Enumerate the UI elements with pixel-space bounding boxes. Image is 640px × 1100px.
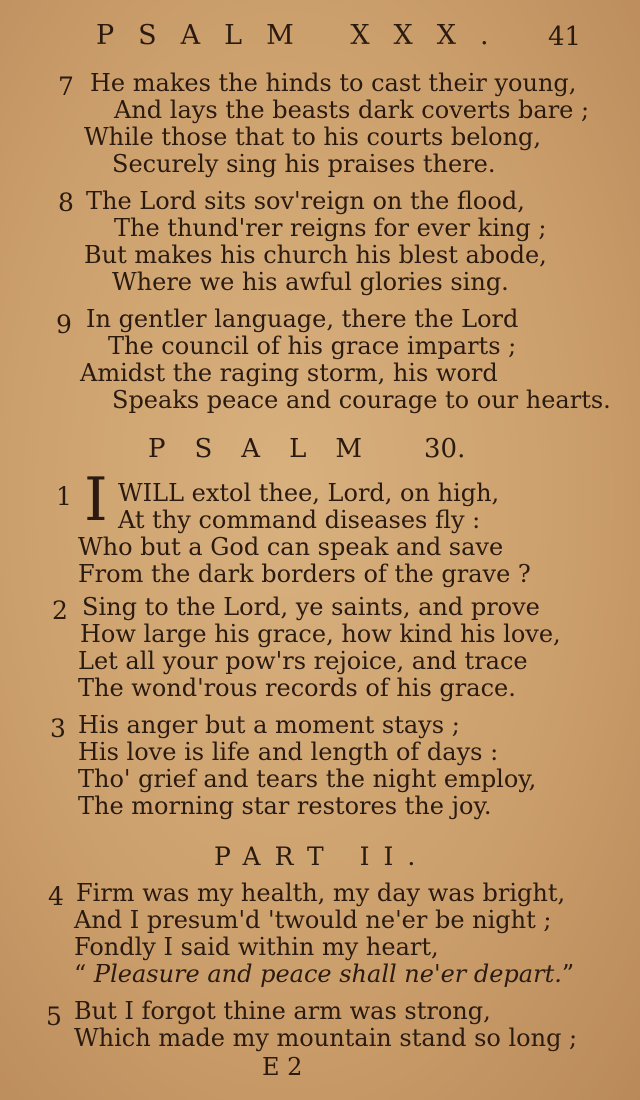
verse-line: The morning star restores the joy. bbox=[78, 792, 492, 820]
psalm-heading-number: 30. bbox=[424, 434, 466, 464]
verse-line: But makes his church his blest abode, bbox=[84, 241, 547, 269]
verse-line: And lays the beasts dark coverts bare ; bbox=[114, 96, 590, 124]
page-number: 41 bbox=[548, 22, 582, 52]
verse-line: Tho' grief and tears the night employ, bbox=[78, 765, 537, 793]
stanza-number: 2 bbox=[52, 596, 68, 625]
verse-line: From the dark borders of the grave ? bbox=[78, 560, 531, 588]
close-quote: ” bbox=[561, 960, 575, 988]
verse-line: Which made my mountain stand so long ; bbox=[74, 1024, 578, 1052]
verse-line: Fondly I said within my heart, bbox=[74, 933, 439, 961]
verse-line: Who but a God can speak and save bbox=[78, 533, 504, 561]
stanza-number: 3 bbox=[50, 714, 66, 743]
verse-line: His love is life and length of days : bbox=[78, 738, 499, 766]
verse-line: Firm was my health, my day was bright, bbox=[76, 879, 566, 907]
verse-line: In gentler language, there the Lord bbox=[86, 305, 519, 333]
open-quote: “ bbox=[74, 960, 87, 988]
verse-line: The wond'rous records of his grace. bbox=[78, 674, 516, 702]
verse-line: Amidst the raging storm, his word bbox=[80, 359, 498, 387]
verse-line: How large his grace, how kind his love, bbox=[80, 620, 561, 648]
verse-line: WILL extol thee, Lord, on high, bbox=[118, 479, 500, 507]
stanza-number: 8 bbox=[58, 188, 74, 217]
running-title: PSALM XXX. bbox=[96, 20, 513, 51]
stanza-number: 1 bbox=[56, 482, 72, 511]
verse-line: His anger but a moment stays ; bbox=[78, 711, 460, 739]
psalm-heading bbox=[0, 434, 640, 468]
psalm-heading-word: PSALM bbox=[148, 434, 391, 464]
stanza-number: 7 bbox=[58, 72, 74, 101]
verse-line: And I presum'd 'twould ne'er be night ; bbox=[74, 906, 552, 934]
verse-line: Securely sing his praises there. bbox=[112, 150, 496, 178]
stanza-number: 9 bbox=[56, 310, 72, 339]
verse-line: While those that to his courts belong, bbox=[84, 123, 542, 151]
verse-line: Let all your pow'rs rejoice, and trace bbox=[78, 647, 528, 675]
signature-mark: E 2 bbox=[262, 1053, 303, 1081]
verse-line: He makes the hinds to cast their young, bbox=[90, 69, 577, 97]
verse-line: Where we his awful glories sing. bbox=[112, 268, 509, 296]
italic-quote: Pleasure and peace shall ne'er depart. bbox=[93, 960, 562, 988]
stanza-number: 5 bbox=[46, 1002, 62, 1031]
verse-line: Sing to the Lord, ye saints, and prove bbox=[82, 593, 540, 621]
verse-line: Speaks peace and courage to our hearts. bbox=[112, 386, 611, 414]
verse-line: The thund'rer reigns for ever king ; bbox=[114, 214, 547, 242]
verse-line: But I forgot thine arm was strong, bbox=[74, 997, 491, 1025]
part-heading: PART II. bbox=[214, 842, 430, 871]
verse-line: The Lord sits sov'reign on the flood, bbox=[86, 187, 525, 215]
drop-cap: I bbox=[84, 465, 108, 535]
stanza-number: 4 bbox=[48, 882, 64, 911]
page-header bbox=[0, 20, 640, 52]
verse-line-quoted bbox=[74, 961, 574, 988]
verse-line: At thy command diseases fly : bbox=[118, 506, 481, 534]
verse-line: The council of his grace imparts ; bbox=[108, 332, 517, 360]
